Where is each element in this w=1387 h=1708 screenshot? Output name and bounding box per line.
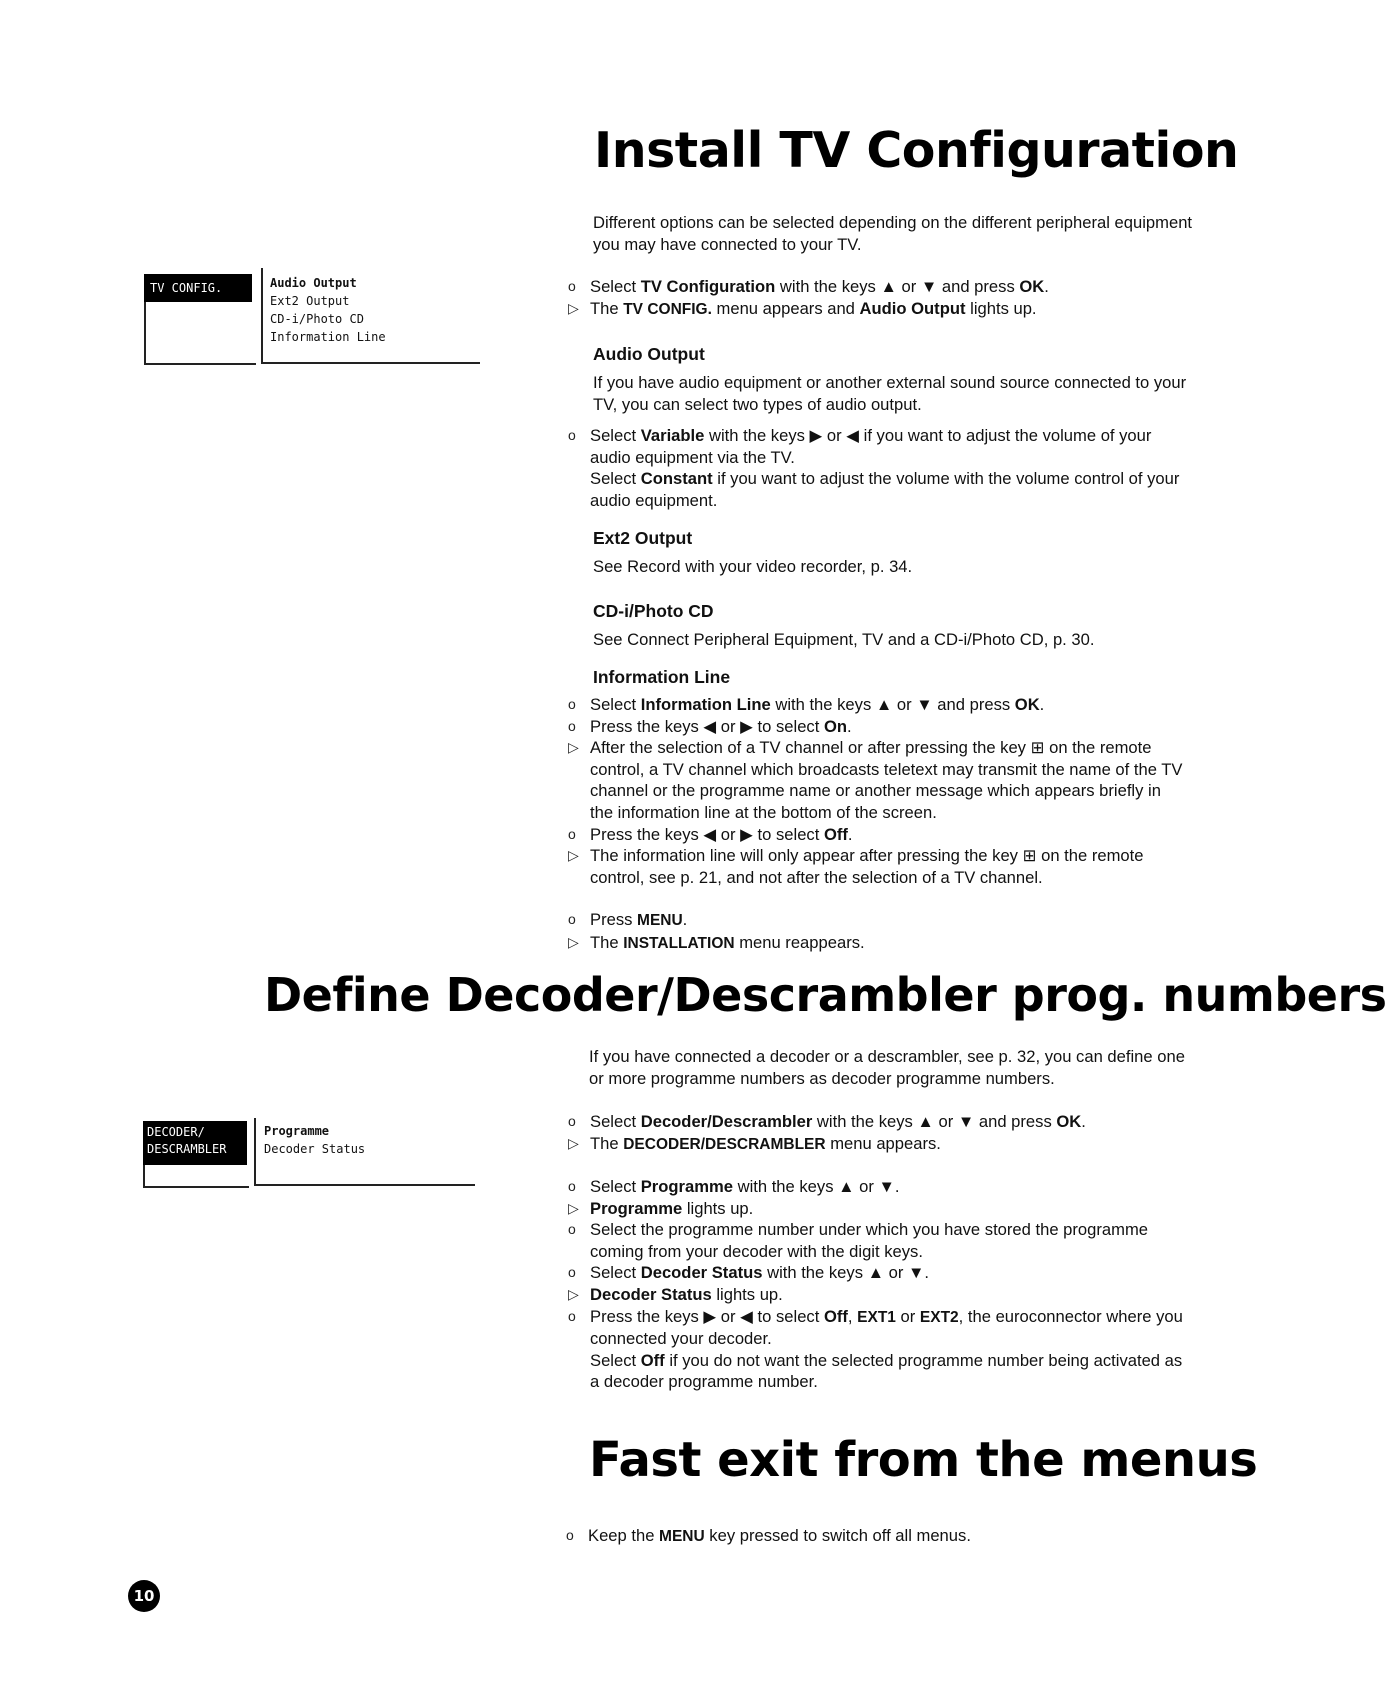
emphasis: Programme xyxy=(590,1198,683,1218)
bullet-icon: o xyxy=(566,1527,574,1543)
text-run: . xyxy=(1039,695,1045,714)
step-text xyxy=(590,1198,753,1220)
menu-label-line: DECODER/ xyxy=(147,1125,205,1139)
cdi-text: See Connect Peripheral Equipment, TV and a CD-i/Photo CD, p. 30. xyxy=(593,630,1095,649)
text-run: Select xyxy=(590,426,641,445)
text-run: menu reappears. xyxy=(734,932,865,952)
text-run: with the keys ▲ or ▼. xyxy=(762,1263,930,1283)
text-run: Select xyxy=(590,469,641,489)
emphasis: OK xyxy=(1019,277,1045,296)
text-run: Select xyxy=(590,277,641,296)
section2-steps-a xyxy=(568,1111,1188,1155)
step-text xyxy=(590,1219,1188,1262)
instruction-step xyxy=(568,694,1188,716)
result-arrow-icon: ▷ xyxy=(568,847,579,864)
step-text xyxy=(590,1111,1086,1133)
emphasis: OK xyxy=(1056,1112,1082,1131)
key-label: EXT1 xyxy=(857,1308,896,1326)
instruction-step xyxy=(568,1176,1188,1198)
section2-title: Define Decoder/Descrambler prog. numbers xyxy=(264,968,1387,1022)
emphasis: TV Configuration xyxy=(640,277,776,296)
step-text xyxy=(590,824,853,846)
text-run: with the keys ▲ or ▼ and press xyxy=(775,277,1020,296)
text-run: with the keys ▶ or ◀ if you want to adjust the volume of your audio equipment via the TV. xyxy=(590,426,1152,467)
information-line-heading: Information Line xyxy=(593,667,731,687)
instruction-step xyxy=(568,1133,1188,1156)
text-run: with the keys ▲ or ▼ and press xyxy=(812,1112,1057,1131)
text-run: Press the keys ▶ or ◀ to select xyxy=(590,1306,824,1326)
bullet-icon: o xyxy=(568,1178,576,1194)
text-run: Select xyxy=(590,1112,641,1131)
menu-item: Ext2 Output xyxy=(270,294,350,308)
text-run: . xyxy=(847,824,853,844)
emphasis: Off xyxy=(640,1350,665,1370)
emphasis: On xyxy=(823,716,847,736)
instruction-step xyxy=(568,1262,1188,1284)
text-run: . xyxy=(1081,1112,1086,1131)
section3-title: Fast exit from the menus xyxy=(589,1432,1258,1488)
decoder-menu-list xyxy=(264,1122,365,1158)
menu-item: Decoder Status xyxy=(264,1142,366,1156)
page-number-badge: 10 xyxy=(128,1580,160,1612)
text-run: Press the keys ◀ or ▶ to select xyxy=(590,824,824,844)
section2-steps-b xyxy=(568,1176,1188,1393)
emphasis: Information Line xyxy=(640,695,771,714)
instruction-step xyxy=(568,845,1188,888)
text-run: Keep the xyxy=(588,1526,660,1545)
section3-steps xyxy=(566,1525,1186,1548)
step-text xyxy=(590,694,1044,716)
text-run: . xyxy=(1044,277,1049,296)
instruction-step xyxy=(568,1198,1188,1220)
text-run: The information line will only appear after pressing the key ⊞ on the remote control, see p. 21, and not after the selection of a TV channel. xyxy=(590,846,1144,887)
bullet-icon: o xyxy=(568,696,576,712)
section1-intro: Different options can be selected depending on the different peripheral equipment you may have connected to your TV. xyxy=(593,213,1193,254)
instruction-step xyxy=(568,909,1188,932)
bullet-icon: o xyxy=(568,1264,576,1281)
text-run: Press xyxy=(590,910,638,929)
step-text xyxy=(590,1284,783,1306)
emphasis: Off xyxy=(823,1306,848,1326)
text-run: menu appears. xyxy=(825,1133,941,1153)
step-text xyxy=(590,909,687,932)
emphasis: OK xyxy=(1014,695,1040,714)
result-arrow-icon: ▷ xyxy=(568,739,579,756)
audio-output-text: If you have audio equipment or another external sound source connected to your TV, you can select two types of audio output. xyxy=(593,373,1187,414)
menu-item: Information Line xyxy=(270,330,386,344)
step-extra-text xyxy=(590,468,1188,511)
text-run: if you do not want the selected programme number being activated as a decoder programme number. xyxy=(590,1350,1183,1392)
bullet-icon: o xyxy=(568,1307,576,1324)
instruction-step xyxy=(568,1284,1188,1306)
menu-label-line: DESCRAMBLER xyxy=(147,1142,227,1156)
text-run: lights up. xyxy=(965,298,1037,318)
step-text xyxy=(590,425,1188,511)
tv-config-menu-illustration xyxy=(144,268,480,364)
text-run: The xyxy=(590,932,624,952)
text-run: or xyxy=(895,1306,920,1326)
instruction-step xyxy=(568,1219,1188,1262)
result-arrow-icon: ▷ xyxy=(568,1285,579,1302)
result-arrow-icon: ▷ xyxy=(568,1134,579,1151)
instruction-step xyxy=(568,824,1188,846)
bullet-icon: o xyxy=(568,911,576,927)
emphasis: Decoder/Descrambler xyxy=(640,1112,813,1131)
cdi-heading: CD-i/Photo CD xyxy=(593,601,714,621)
emphasis: Variable xyxy=(640,426,705,445)
bullet-icon: o xyxy=(568,825,576,842)
text-run: . xyxy=(847,716,852,736)
section1-final-steps xyxy=(568,909,1188,954)
audio-output-heading: Audio Output xyxy=(593,344,705,364)
ext2-output-text: See Record with your video recorder, p. 34. xyxy=(593,557,913,576)
audio-output-steps xyxy=(568,425,1188,511)
step-text xyxy=(590,716,852,738)
instruction-step xyxy=(568,737,1188,823)
text-run: Select xyxy=(590,1263,641,1283)
instruction-step xyxy=(568,1306,1188,1393)
ext2-output-heading: Ext2 Output xyxy=(593,528,693,548)
instruction-step xyxy=(568,298,1188,321)
text-run: The xyxy=(590,1133,624,1153)
text-run: if you want to adjust the volume with the volume control of your audio equipment. xyxy=(590,469,1180,510)
instruction-step xyxy=(568,276,1188,298)
text-run: Select the programme number under which you have stored the programme coming from your decoder with the digit keys. xyxy=(590,1220,1149,1261)
instruction-step xyxy=(568,1111,1188,1133)
text-run: with the keys ▲ or ▼. xyxy=(732,1177,900,1196)
text-run: Select xyxy=(590,1177,641,1196)
text-run: After the selection of a TV channel or after pressing the key ⊞ on the remote control, a TV channel which broadcasts teletext may transmit the name of the TV channel or the programme name or another message which appears briefly in the information line at the bottom of the screen. xyxy=(590,738,1183,822)
step-text xyxy=(590,1176,900,1198)
step-text xyxy=(590,1262,929,1284)
result-arrow-icon: ▷ xyxy=(568,933,579,950)
text-run: lights up. xyxy=(682,1198,754,1218)
step-text xyxy=(590,932,865,955)
key-label: MENU xyxy=(637,912,683,929)
emphasis: Off xyxy=(823,824,848,844)
text-run: menu appears and xyxy=(711,298,860,318)
step-text xyxy=(588,1525,971,1548)
step-extra-text xyxy=(590,1350,1188,1393)
key-label: TV CONFIG. xyxy=(623,300,712,318)
instruction-step xyxy=(568,716,1188,738)
menu-item: Audio Output xyxy=(270,276,357,290)
bullet-icon: o xyxy=(568,278,576,294)
result-arrow-icon: ▷ xyxy=(568,299,579,316)
instruction-step xyxy=(568,425,1188,511)
page-title: Install TV Configuration xyxy=(594,122,1239,179)
menu-item: Programme xyxy=(264,1124,330,1138)
bullet-icon: o xyxy=(568,1221,576,1238)
text-run: , the euroconnector where you connected your decoder. xyxy=(590,1306,1183,1349)
bullet-icon: o xyxy=(568,717,576,734)
tv-config-menu-list xyxy=(270,274,386,346)
key-label: EXT2 xyxy=(919,1308,959,1326)
text-run: Select xyxy=(590,1350,641,1370)
emphasis: Audio Output xyxy=(859,298,966,318)
step-text xyxy=(590,276,1049,298)
information-line-steps xyxy=(568,694,1188,888)
menu-label-decoder xyxy=(143,1121,247,1165)
text-run: lights up. xyxy=(711,1284,783,1304)
step-text xyxy=(590,1306,1188,1393)
emphasis: Constant xyxy=(640,469,713,489)
key-label: DECODER/DESCRAMBLER xyxy=(623,1135,826,1153)
text-run: with the keys ▲ or ▼ and press xyxy=(770,695,1015,714)
menu-item: CD-i/Photo CD xyxy=(270,312,364,326)
key-label: MENU xyxy=(659,1528,705,1545)
decoder-menu-illustration xyxy=(143,1118,475,1188)
bullet-icon: o xyxy=(568,1113,576,1129)
instruction-step xyxy=(566,1525,1186,1548)
key-label: INSTALLATION xyxy=(623,934,735,952)
step-text xyxy=(590,1133,941,1156)
bullet-icon: o xyxy=(568,427,576,443)
step-text xyxy=(590,845,1188,888)
text-run: Select xyxy=(590,695,641,714)
text-run: key pressed to switch off all menus. xyxy=(704,1526,971,1545)
section2-intro: If you have connected a decoder or a descrambler, see p. 32, you can define one or more programme numbers as decoder programme numbers. xyxy=(589,1047,1185,1088)
emphasis: Programme xyxy=(640,1177,733,1196)
result-arrow-icon: ▷ xyxy=(568,1199,579,1216)
text-run: The xyxy=(590,298,624,318)
emphasis: Decoder Status xyxy=(640,1263,763,1283)
menu-label-tv-config: TV CONFIG. xyxy=(144,274,252,302)
text-run: . xyxy=(682,910,688,929)
emphasis: Decoder Status xyxy=(590,1284,712,1304)
text-run: Press the keys ◀ or ▶ to select xyxy=(590,716,824,736)
instruction-step xyxy=(568,932,1188,955)
step-text xyxy=(590,298,1037,321)
step-text xyxy=(590,737,1188,823)
text-run: , xyxy=(847,1306,858,1326)
section1-steps xyxy=(568,276,1188,320)
